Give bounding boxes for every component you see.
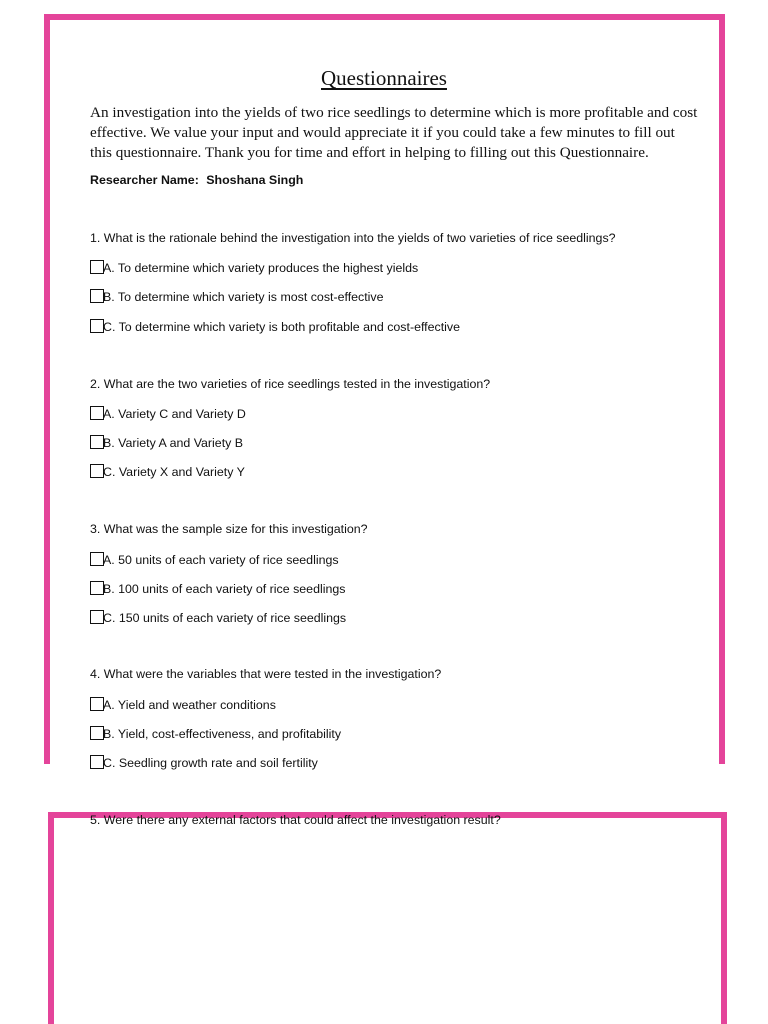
- researcher-name: Shoshana Singh: [206, 173, 304, 187]
- checkbox[interactable]: [90, 581, 104, 595]
- checkbox[interactable]: [90, 552, 104, 566]
- option-label: C. Seedling growth rate and soil fertility: [103, 756, 318, 770]
- page-title: Questionnaires: [321, 66, 447, 90]
- intro-paragraph: An investigation into the yields of two rice seedlings to determine which is more profitable and cost effective. We value your input and would appreciate it if you could take a few minutes to fill out this questionnaire. Thank you for time and effort in helping to filling out this Questionnaire.: [90, 104, 698, 161]
- checkbox[interactable]: [90, 755, 104, 769]
- question-3: 3. What was the sample size for this investigation?: [90, 522, 368, 536]
- checkbox[interactable]: [90, 726, 104, 740]
- option-label: A. Yield and weather conditions: [103, 698, 276, 712]
- option-label: C. 150 units of each variety of rice seedlings: [103, 611, 347, 625]
- checkbox[interactable]: [90, 319, 104, 333]
- question-1: 1. What is the rationale behind the investigation into the yields of two varieties of rice seedlings?: [90, 231, 616, 245]
- option-label: B. To determine which variety is most cost-effective: [103, 290, 384, 304]
- checkbox[interactable]: [90, 464, 104, 478]
- checkbox[interactable]: [90, 406, 104, 420]
- option-label: C. Variety X and Variety Y: [103, 465, 245, 479]
- checkbox[interactable]: [90, 289, 104, 303]
- option-label: C. To determine which variety is both profitable and cost-effective: [103, 320, 460, 334]
- option-label: A. 50 units of each variety of rice seedlings: [103, 553, 339, 567]
- checkbox[interactable]: [90, 435, 104, 449]
- researcher-line: [90, 173, 303, 187]
- researcher-label: Researcher Name:: [90, 173, 199, 187]
- question-2: 2. What are the two varieties of rice seedlings tested in the investigation?: [90, 377, 491, 391]
- checkbox[interactable]: [90, 260, 104, 274]
- page-2-frame: [48, 812, 727, 1024]
- option-label: B. Yield, cost-effectiveness, and profitability: [103, 727, 342, 741]
- checkbox[interactable]: [90, 610, 104, 624]
- option-label: B. 100 units of each variety of rice seedlings: [103, 582, 346, 596]
- checkbox[interactable]: [90, 697, 104, 711]
- question-4: 4. What were the variables that were tested in the investigation?: [90, 667, 442, 681]
- option-label: A. To determine which variety produces the highest yields: [103, 261, 419, 275]
- question-5: 5. Were there any external factors that could affect the investigation result?: [90, 813, 501, 827]
- option-label: B. Variety A and Variety B: [103, 436, 244, 450]
- option-label: A. Variety C and Variety D: [103, 407, 246, 421]
